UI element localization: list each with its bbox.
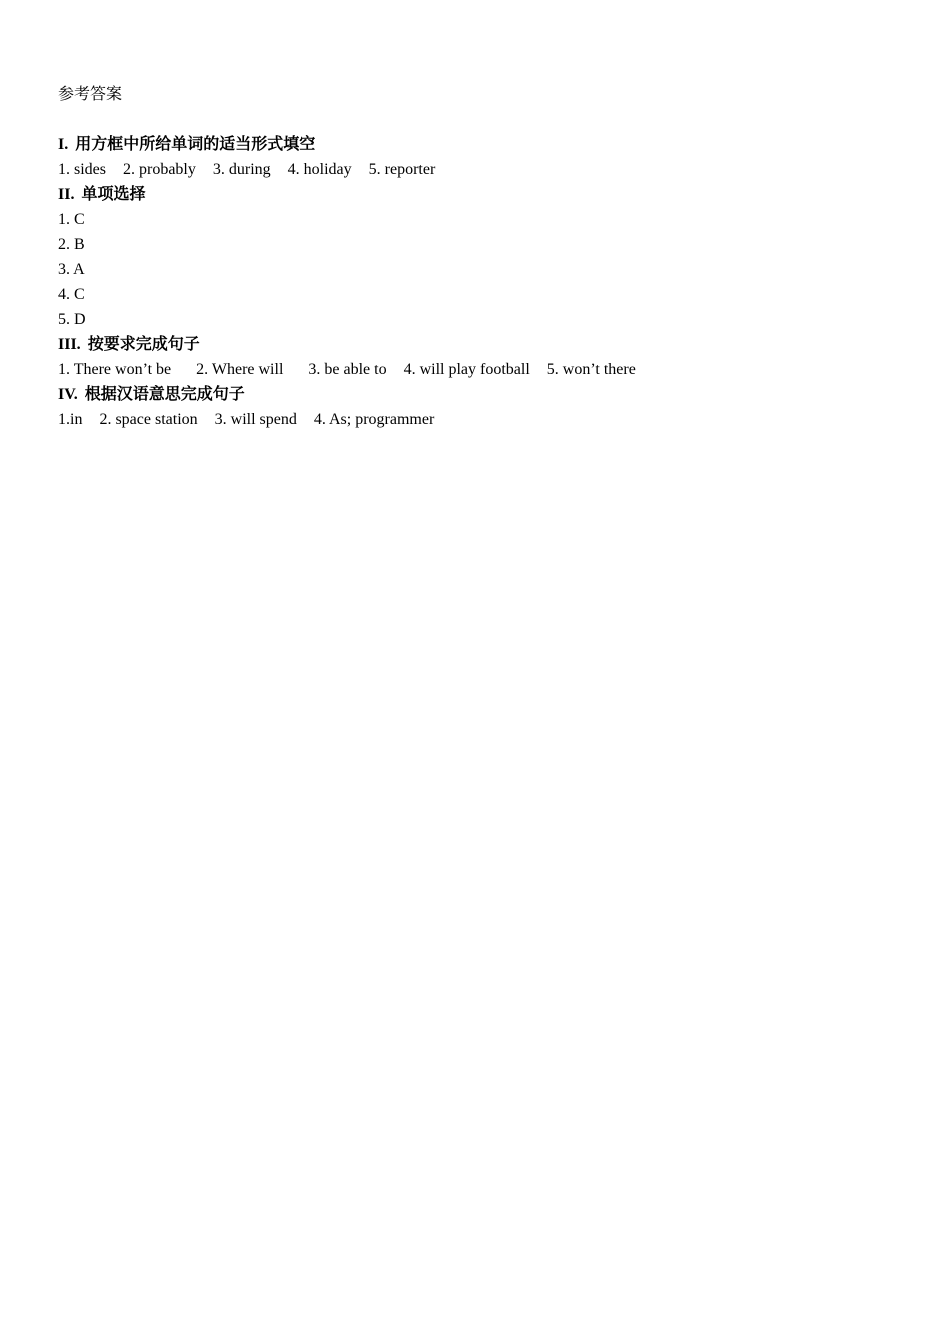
section-1-title: 用方框中所给单词的适当形式填空: [75, 136, 316, 153]
section-4-title: 根据汉语意思完成句子: [84, 386, 245, 403]
section-3-numeral: III.: [58, 336, 81, 353]
section-2-heading: [58, 182, 918, 207]
section-1-numeral: I.: [58, 136, 69, 153]
section-1-answers: [58, 157, 918, 182]
answer-item: 1. sides: [58, 161, 106, 178]
answer-item: 5. won’t there: [546, 361, 636, 378]
answer-item: 2. probably: [123, 161, 196, 178]
answer-item: 1.in: [58, 411, 83, 428]
section-4-answers: [58, 407, 918, 432]
document-title: 参考答案: [58, 86, 123, 103]
answer-item: 3. be able to: [308, 361, 387, 378]
section-3-answers: [58, 357, 918, 382]
section-2-title: 单项选择: [81, 186, 146, 203]
answer-item: 1. There won’t be: [58, 361, 172, 378]
answer-item: 4. will play football: [403, 361, 530, 378]
section-1-heading: [58, 132, 918, 157]
answer-item: 2. space station: [99, 411, 198, 428]
section-3-title: 按要求完成句子: [87, 336, 200, 353]
section-4-heading: [58, 382, 918, 407]
answer-item: 2. Where will: [196, 361, 284, 378]
answer-item: 3. during: [212, 161, 271, 178]
answer-item: 4. C: [58, 286, 85, 303]
section-3-heading: [58, 332, 918, 357]
answer-item: 4. As; programmer: [313, 411, 435, 428]
answer-item: 5. D: [58, 311, 86, 328]
section-4-numeral: IV.: [58, 386, 78, 403]
answer-item: 2. B: [58, 236, 85, 253]
answer-item: 1. C: [58, 211, 85, 228]
answer-item: 5. reporter: [368, 161, 436, 178]
answer-item: 4. holiday: [287, 161, 352, 178]
answer-item: 3. will spend: [214, 411, 297, 428]
answer-item: 3. A: [58, 261, 85, 278]
answer-key-page: [58, 82, 918, 432]
section-2-numeral: II.: [58, 186, 75, 203]
